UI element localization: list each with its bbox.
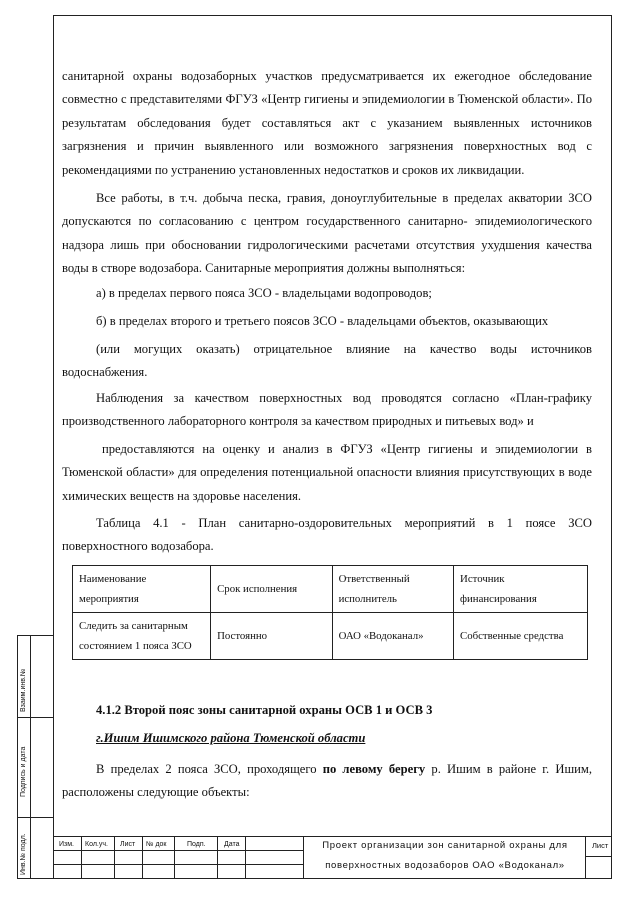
- paragraph-8-part-b: р. Ишим в районе г. Ишим, расположены следующие объекты:: [62, 762, 592, 800]
- paragraph-8: [62, 758, 592, 805]
- paragraph-8-bold: по левому берегу: [322, 762, 426, 776]
- paragraph-5: (или могущих оказать) отрицательное влияние на качество воды источников водоснабжения.: [62, 342, 592, 380]
- sheet-label: Лист: [592, 841, 609, 850]
- table-header-row: [73, 566, 588, 613]
- paragraph-4: б) в пределах второго и третьего поясов ЗСО - владельцами объектов, оказывающих: [96, 314, 549, 328]
- document-title-line-1: Проект организации зон санитарной охраны для: [322, 840, 568, 851]
- col-label: Подп.: [187, 841, 206, 848]
- title-block: [54, 836, 612, 879]
- table-header-cell: Ответственный исполнитель: [332, 566, 453, 613]
- side-label: Подпись и дата: [20, 746, 27, 797]
- paragraph-6: Наблюдения за качеством поверхностных вод проводятся согласно «План-графику производственного лабораторного контроля за качеством природных и питьевых вод» и: [62, 391, 592, 429]
- paragraph-7: предоставляются на оценку и анализ в ФГУЗ «Центр гигиены и эпидемиологии в Тюменской области» для определения потенциальной опасности влияния присутствующих в воде химических веществ на здоровье населения.: [62, 442, 592, 503]
- table-caption: Таблица 4.1 - План санитарно-оздоровительных мероприятий в 1 поясе ЗСО поверхностного водозабора.: [62, 516, 592, 554]
- col-label: Изм.: [59, 841, 74, 848]
- measures-table: [72, 565, 588, 660]
- table-cell: Постоянно: [211, 613, 332, 660]
- side-label: Взаим.инв.№: [20, 668, 27, 712]
- paragraph-8-part-a: В пределах 2 пояса ЗСО, проходящего: [96, 762, 323, 776]
- side-cell: [30, 635, 54, 718]
- paragraph-2: Все работы, в т.ч. добыча песка, гравия, доноуглубительные в пределах акватории ЗСО допускаются по согласованию с центром государственного санитарно- эпидемиологического надзора лишь при обосновании гидрологическими расчетами отсутствия ухудшения качества воды в створе водозабора. Санитарные мероприятия должны выполняться:: [62, 191, 592, 276]
- table-header-cell: Наименование мероприятия: [73, 566, 211, 613]
- paragraph-1: санитарной охраны водозаборных участков предусматривается их ежегодное обследование совместно с представителями ФГУЗ «Центр гигиены и эпидемиологии в Тюменской области». По результатам обследования будет составляться акт с указанием выявленных источников загрязнения и причин выявленного или возможного загрязнения поверхностных вод с рекомендациями по устранению установленных недостатков и сроков их ликвидации.: [62, 69, 592, 177]
- table-header-cell: Срок исполнения: [211, 566, 332, 613]
- table-header-cell: Источник финансирования: [454, 566, 588, 613]
- side-cell: [30, 817, 54, 879]
- col-label: Дата: [224, 841, 240, 848]
- table-cell: ОАО «Водоканал»: [332, 613, 453, 660]
- subheading: г.Ишим Ишимского района Тюменской области: [96, 731, 366, 745]
- side-label: Инв.№ подл.: [20, 833, 27, 875]
- side-cell: [30, 717, 54, 818]
- table-row: [73, 613, 588, 660]
- side-stamp: [17, 635, 54, 879]
- table-cell: Следить за санитарным состоянием 1 пояса ЗСО: [73, 613, 211, 660]
- col-label: № док: [146, 841, 167, 848]
- table-cell: Собственные средства: [454, 613, 588, 660]
- col-label: Кол.уч.: [85, 841, 108, 848]
- col-label: Лист: [120, 841, 136, 848]
- section-heading: 4.1.2 Второй пояс зоны санитарной охраны ОСВ 1 и ОСВ 3: [96, 703, 433, 717]
- paragraph-3: а) в пределах первого пояса ЗСО - владельцами водопроводов;: [96, 286, 432, 300]
- document-title-line-2: поверхностных водозаборов ОАО «Водоканал»: [325, 860, 565, 871]
